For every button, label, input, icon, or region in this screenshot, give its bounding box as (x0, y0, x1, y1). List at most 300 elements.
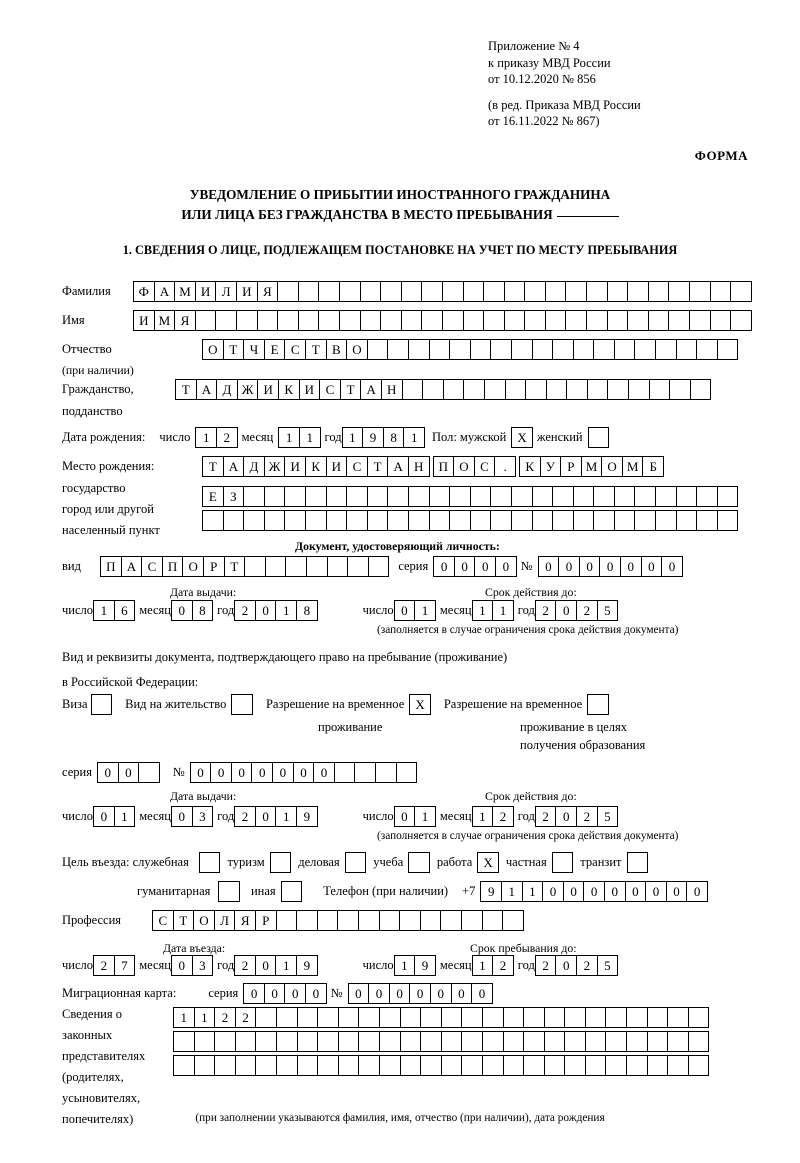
form-cell[interactable]: 9 (296, 955, 318, 976)
form-cell[interactable] (546, 379, 568, 400)
form-cell[interactable] (588, 427, 610, 448)
form-cell[interactable]: 1 (394, 955, 416, 976)
form-cell[interactable] (255, 1031, 277, 1052)
form-cell[interactable]: И (133, 310, 155, 331)
form-cell[interactable] (449, 510, 471, 531)
form-cell[interactable] (173, 1055, 195, 1076)
form-cell[interactable] (696, 339, 718, 360)
form-cell[interactable] (463, 379, 485, 400)
checkbox-temp-residence[interactable] (409, 694, 430, 715)
form-cell[interactable] (647, 1007, 669, 1028)
form-cell[interactable] (634, 510, 656, 531)
form-cell[interactable]: 2 (234, 806, 256, 827)
form-cell[interactable]: Е (202, 486, 224, 507)
form-cell[interactable] (408, 510, 430, 531)
form-cell[interactable]: 5 (597, 806, 619, 827)
form-cell[interactable] (401, 310, 423, 331)
form-cell[interactable]: 0 (555, 806, 577, 827)
input-birthplace-country[interactable] (202, 456, 429, 477)
form-cell[interactable]: 0 (394, 806, 416, 827)
form-cell[interactable]: 0 (231, 762, 253, 783)
form-cell[interactable] (690, 379, 712, 400)
form-cell[interactable]: 1 (403, 427, 425, 448)
form-cell[interactable] (710, 281, 732, 302)
input-birth-month[interactable] (278, 427, 319, 448)
form-cell[interactable] (354, 762, 376, 783)
form-cell[interactable] (552, 510, 574, 531)
form-cell[interactable]: К (305, 456, 327, 477)
form-cell[interactable] (607, 379, 629, 400)
form-cell[interactable]: 0 (171, 806, 193, 827)
form-cell[interactable]: 1 (472, 806, 494, 827)
form-cell[interactable]: 1 (414, 806, 436, 827)
form-cell[interactable]: О (193, 910, 215, 931)
form-cell[interactable] (285, 556, 307, 577)
form-cell[interactable] (441, 1031, 463, 1052)
form-cell[interactable]: М (154, 310, 176, 331)
form-cell[interactable]: З (223, 486, 245, 507)
form-cell[interactable]: Т (173, 910, 195, 931)
form-cell[interactable]: 0 (118, 762, 140, 783)
form-cell[interactable]: У (540, 456, 562, 477)
form-cell[interactable] (676, 339, 698, 360)
form-cell[interactable] (482, 1007, 504, 1028)
form-cell[interactable]: Р (560, 456, 582, 477)
form-cell[interactable] (490, 339, 512, 360)
form-cell[interactable] (440, 910, 462, 931)
form-cell[interactable]: 1 (414, 600, 436, 621)
input-birthplace-city-b[interactable] (519, 456, 663, 477)
input-doc-valid-day[interactable] (394, 600, 435, 621)
form-cell[interactable]: 0 (454, 556, 476, 577)
form-cell[interactable] (470, 510, 492, 531)
input-birthplace-city-row3[interactable] (202, 510, 737, 531)
form-cell[interactable] (317, 910, 339, 931)
input-name[interactable] (133, 310, 751, 331)
form-cell[interactable]: О (182, 556, 204, 577)
form-cell[interactable] (380, 310, 402, 331)
form-cell[interactable] (490, 510, 512, 531)
form-cell[interactable] (689, 281, 711, 302)
form-cell[interactable]: Т (175, 379, 197, 400)
form-cell[interactable] (710, 310, 732, 331)
form-cell[interactable] (470, 486, 492, 507)
form-cell[interactable]: В (326, 339, 348, 360)
form-cell[interactable] (490, 486, 512, 507)
form-cell[interactable] (326, 486, 348, 507)
form-cell[interactable] (482, 1055, 504, 1076)
form-cell[interactable] (696, 510, 718, 531)
form-cell[interactable]: А (360, 379, 382, 400)
form-cell[interactable] (483, 310, 505, 331)
form-cell[interactable] (276, 1007, 298, 1028)
form-cell[interactable] (298, 310, 320, 331)
form-cell[interactable] (276, 910, 298, 931)
form-cell[interactable]: . (494, 456, 516, 477)
form-cell[interactable] (360, 310, 382, 331)
checkbox-purpose-transit[interactable] (627, 852, 648, 873)
form-cell[interactable]: 0 (171, 600, 193, 621)
form-cell[interactable] (552, 339, 574, 360)
form-cell[interactable] (587, 694, 609, 715)
form-cell[interactable] (345, 852, 367, 873)
form-cell[interactable]: Н (381, 379, 403, 400)
form-cell[interactable]: 2 (535, 955, 557, 976)
form-cell[interactable] (296, 910, 318, 931)
form-cell[interactable]: 2 (234, 955, 256, 976)
form-cell[interactable] (338, 1007, 360, 1028)
input-entry-year[interactable] (234, 955, 316, 976)
form-cell[interactable]: Б (642, 456, 664, 477)
form-cell[interactable] (627, 281, 649, 302)
form-cell[interactable]: 0 (97, 762, 119, 783)
input-permit-valid-month[interactable] (472, 806, 513, 827)
input-birthplace-city-row2[interactable] (202, 486, 737, 507)
form-cell[interactable] (327, 556, 349, 577)
form-cell[interactable] (305, 486, 327, 507)
form-cell[interactable]: 0 (255, 806, 277, 827)
input-permit-valid-year[interactable] (535, 806, 617, 827)
form-cell[interactable] (628, 379, 650, 400)
form-cell[interactable] (667, 1055, 689, 1076)
form-cell[interactable] (655, 339, 677, 360)
checkbox-sex-male[interactable] (511, 427, 532, 448)
form-cell[interactable] (565, 281, 587, 302)
form-cell[interactable]: Д (216, 379, 238, 400)
input-permit-issue-day[interactable] (93, 806, 134, 827)
form-cell[interactable] (334, 762, 356, 783)
form-cell[interactable] (339, 281, 361, 302)
form-cell[interactable] (441, 1007, 463, 1028)
form-cell[interactable]: Л (214, 910, 236, 931)
form-cell[interactable]: 0 (409, 983, 431, 1004)
form-cell[interactable]: 0 (430, 983, 452, 1004)
input-doc-valid-year[interactable] (535, 600, 617, 621)
form-cell[interactable] (429, 339, 451, 360)
form-cell[interactable]: 0 (645, 881, 667, 902)
input-legal-rep-row1[interactable] (173, 1007, 708, 1028)
form-cell[interactable] (585, 1055, 607, 1076)
form-cell[interactable] (461, 1007, 483, 1028)
form-cell[interactable] (387, 486, 409, 507)
form-cell[interactable]: 0 (555, 600, 577, 621)
input-stay-day[interactable] (394, 955, 435, 976)
form-cell[interactable] (339, 310, 361, 331)
form-cell[interactable] (284, 486, 306, 507)
form-cell[interactable] (255, 1007, 277, 1028)
form-cell[interactable]: 0 (583, 881, 605, 902)
form-cell[interactable]: 0 (625, 881, 647, 902)
form-cell[interactable]: П (100, 556, 122, 577)
form-cell[interactable] (358, 1007, 380, 1028)
checkbox-purpose-study[interactable] (408, 852, 429, 873)
form-cell[interactable]: 0 (451, 983, 473, 1004)
form-cell[interactable] (505, 379, 527, 400)
form-cell[interactable]: 0 (563, 881, 585, 902)
input-legal-rep-row2[interactable] (173, 1031, 708, 1052)
form-cell[interactable]: 0 (190, 762, 212, 783)
form-cell[interactable]: 2 (535, 600, 557, 621)
form-cell[interactable]: И (257, 379, 279, 400)
form-cell[interactable]: 0 (284, 983, 306, 1004)
checkbox-purpose-private[interactable] (552, 852, 573, 873)
form-cell[interactable]: И (284, 456, 306, 477)
form-cell[interactable]: 0 (171, 955, 193, 976)
form-cell[interactable] (648, 281, 670, 302)
form-cell[interactable] (730, 310, 752, 331)
form-cell[interactable] (255, 1055, 277, 1076)
form-cell[interactable] (586, 310, 608, 331)
form-cell[interactable] (400, 1007, 422, 1028)
form-cell[interactable]: Л (215, 281, 237, 302)
form-cell[interactable]: 0 (542, 881, 564, 902)
form-cell[interactable] (429, 510, 451, 531)
form-cell[interactable] (408, 339, 430, 360)
form-cell[interactable] (626, 1055, 648, 1076)
form-cell[interactable] (461, 1055, 483, 1076)
form-cell[interactable]: 7 (114, 955, 136, 976)
form-cell[interactable] (648, 310, 670, 331)
form-cell[interactable] (443, 379, 465, 400)
form-cell[interactable]: 0 (599, 556, 621, 577)
form-cell[interactable]: Ч (243, 339, 265, 360)
form-cell[interactable]: 1 (93, 600, 115, 621)
form-cell[interactable] (586, 281, 608, 302)
form-cell[interactable] (236, 310, 258, 331)
form-cell[interactable]: 8 (383, 427, 405, 448)
form-cell[interactable] (502, 910, 524, 931)
form-cell[interactable] (276, 1055, 298, 1076)
form-cell[interactable] (284, 510, 306, 531)
checkbox-edu-residence[interactable] (587, 694, 608, 715)
form-cell[interactable] (532, 486, 554, 507)
form-cell[interactable] (730, 281, 752, 302)
form-cell[interactable]: 2 (576, 955, 598, 976)
form-cell[interactable] (317, 1031, 339, 1052)
form-cell[interactable] (379, 1007, 401, 1028)
input-phone[interactable] (480, 881, 707, 902)
form-cell[interactable]: И (299, 379, 321, 400)
form-cell[interactable] (358, 1055, 380, 1076)
form-cell[interactable]: 2 (576, 806, 598, 827)
form-cell[interactable] (257, 310, 279, 331)
form-cell[interactable] (379, 1031, 401, 1052)
form-cell[interactable]: О (453, 456, 475, 477)
form-cell[interactable]: 5 (597, 955, 619, 976)
form-cell[interactable] (461, 910, 483, 931)
form-cell[interactable]: 0 (313, 762, 335, 783)
checkbox-visa[interactable] (91, 694, 112, 715)
form-cell[interactable] (194, 1055, 216, 1076)
form-cell[interactable] (338, 1031, 360, 1052)
form-cell[interactable] (482, 1031, 504, 1052)
input-birth-year[interactable] (342, 427, 424, 448)
form-cell[interactable] (429, 486, 451, 507)
form-cell[interactable] (585, 1031, 607, 1052)
form-cell[interactable]: С (152, 910, 174, 931)
form-cell[interactable] (231, 694, 253, 715)
form-cell[interactable] (243, 486, 265, 507)
form-cell[interactable]: 0 (305, 983, 327, 1004)
form-cell[interactable] (552, 486, 574, 507)
form-cell[interactable]: Т (223, 339, 245, 360)
form-cell[interactable] (138, 762, 160, 783)
form-cell[interactable] (647, 1031, 669, 1052)
form-cell[interactable] (318, 281, 340, 302)
input-doc-number[interactable] (538, 556, 682, 577)
form-cell[interactable] (387, 510, 409, 531)
form-cell[interactable]: 1 (278, 427, 300, 448)
form-cell[interactable] (235, 1031, 257, 1052)
form-cell[interactable]: Т (305, 339, 327, 360)
form-cell[interactable] (380, 281, 402, 302)
form-cell[interactable] (564, 1055, 586, 1076)
input-migration-number[interactable] (348, 983, 492, 1004)
form-cell[interactable]: 2 (93, 955, 115, 976)
form-cell[interactable]: X (511, 427, 533, 448)
form-cell[interactable]: 3 (192, 955, 214, 976)
form-cell[interactable] (503, 1031, 525, 1052)
form-cell[interactable] (400, 1031, 422, 1052)
form-cell[interactable] (91, 694, 113, 715)
form-cell[interactable] (503, 1055, 525, 1076)
form-cell[interactable] (367, 510, 389, 531)
form-cell[interactable]: 0 (255, 600, 277, 621)
form-cell[interactable] (276, 1031, 298, 1052)
form-cell[interactable] (668, 310, 690, 331)
form-cell[interactable]: 0 (255, 955, 277, 976)
form-cell[interactable]: 9 (362, 427, 384, 448)
form-cell[interactable]: О (601, 456, 623, 477)
checkbox-purpose-other[interactable] (281, 881, 302, 902)
form-cell[interactable]: X (477, 852, 499, 873)
form-cell[interactable] (593, 486, 615, 507)
form-cell[interactable]: 1 (472, 600, 494, 621)
form-cell[interactable] (605, 1031, 627, 1052)
form-cell[interactable] (573, 339, 595, 360)
form-cell[interactable] (297, 1055, 319, 1076)
form-cell[interactable] (634, 486, 656, 507)
form-cell[interactable] (607, 310, 629, 331)
form-cell[interactable]: 1 (299, 427, 321, 448)
checkbox-purpose-service[interactable] (199, 852, 220, 873)
form-cell[interactable]: 1 (173, 1007, 195, 1028)
form-cell[interactable]: О (202, 339, 224, 360)
form-cell[interactable] (605, 1055, 627, 1076)
checkbox-purpose-tourism[interactable] (270, 852, 291, 873)
form-cell[interactable]: 0 (495, 556, 517, 577)
form-cell[interactable]: М (174, 281, 196, 302)
form-cell[interactable] (482, 910, 504, 931)
form-cell[interactable] (655, 510, 677, 531)
form-cell[interactable]: 2 (234, 600, 256, 621)
form-cell[interactable]: С (346, 456, 368, 477)
form-cell[interactable]: Я (257, 281, 279, 302)
form-cell[interactable]: И (236, 281, 258, 302)
form-cell[interactable] (305, 510, 327, 531)
form-cell[interactable]: 0 (389, 983, 411, 1004)
form-cell[interactable]: 0 (641, 556, 663, 577)
form-cell[interactable] (399, 910, 421, 931)
form-cell[interactable] (420, 1055, 442, 1076)
form-cell[interactable]: 5 (597, 600, 619, 621)
form-cell[interactable] (668, 281, 690, 302)
form-cell[interactable]: Я (174, 310, 196, 331)
form-cell[interactable] (235, 1055, 257, 1076)
form-cell[interactable] (449, 486, 471, 507)
form-cell[interactable] (318, 310, 340, 331)
form-cell[interactable]: 0 (251, 762, 273, 783)
form-cell[interactable]: Ж (264, 456, 286, 477)
form-cell[interactable] (484, 379, 506, 400)
form-cell[interactable]: 0 (661, 556, 683, 577)
input-doc-issue-year[interactable] (234, 600, 316, 621)
form-cell[interactable]: О (346, 339, 368, 360)
form-cell[interactable]: 0 (620, 556, 642, 577)
form-cell[interactable]: 3 (192, 806, 214, 827)
form-cell[interactable] (564, 1007, 586, 1028)
form-cell[interactable]: К (519, 456, 541, 477)
form-cell[interactable]: 0 (293, 762, 315, 783)
form-cell[interactable] (523, 1031, 545, 1052)
form-cell[interactable]: 0 (604, 881, 626, 902)
form-cell[interactable]: 0 (272, 762, 294, 783)
form-cell[interactable] (669, 379, 691, 400)
form-cell[interactable]: 0 (348, 983, 370, 1004)
form-cell[interactable]: 8 (192, 600, 214, 621)
form-cell[interactable]: 1 (472, 955, 494, 976)
form-cell[interactable] (244, 556, 266, 577)
form-cell[interactable] (565, 310, 587, 331)
form-cell[interactable]: 0 (474, 556, 496, 577)
form-cell[interactable]: Ф (133, 281, 155, 302)
form-cell[interactable] (379, 1055, 401, 1076)
form-cell[interactable] (317, 1055, 339, 1076)
form-cell[interactable]: 0 (555, 955, 577, 976)
form-cell[interactable] (375, 762, 397, 783)
form-cell[interactable] (676, 486, 698, 507)
form-cell[interactable] (545, 281, 567, 302)
form-cell[interactable] (587, 379, 609, 400)
form-cell[interactable] (523, 1055, 545, 1076)
form-cell[interactable]: П (162, 556, 184, 577)
form-cell[interactable] (422, 379, 444, 400)
form-cell[interactable] (573, 486, 595, 507)
form-cell[interactable]: А (196, 379, 218, 400)
form-cell[interactable]: 0 (394, 600, 416, 621)
form-cell[interactable]: А (387, 456, 409, 477)
form-cell[interactable]: 0 (471, 983, 493, 1004)
form-cell[interactable] (511, 510, 533, 531)
form-cell[interactable] (367, 486, 389, 507)
form-cell[interactable]: 2 (492, 955, 514, 976)
form-cell[interactable] (483, 281, 505, 302)
form-cell[interactable] (573, 510, 595, 531)
input-permit-valid-day[interactable] (394, 806, 435, 827)
input-citizenship[interactable] (175, 379, 710, 400)
form-cell[interactable] (421, 281, 443, 302)
form-cell[interactable]: С (284, 339, 306, 360)
form-cell[interactable] (218, 881, 240, 902)
form-cell[interactable] (441, 1055, 463, 1076)
form-cell[interactable]: 2 (216, 427, 238, 448)
form-cell[interactable] (614, 339, 636, 360)
form-cell[interactable] (524, 281, 546, 302)
form-cell[interactable] (368, 556, 390, 577)
checkbox-purpose-work[interactable] (477, 852, 498, 873)
form-cell[interactable]: И (326, 456, 348, 477)
form-cell[interactable] (297, 1007, 319, 1028)
